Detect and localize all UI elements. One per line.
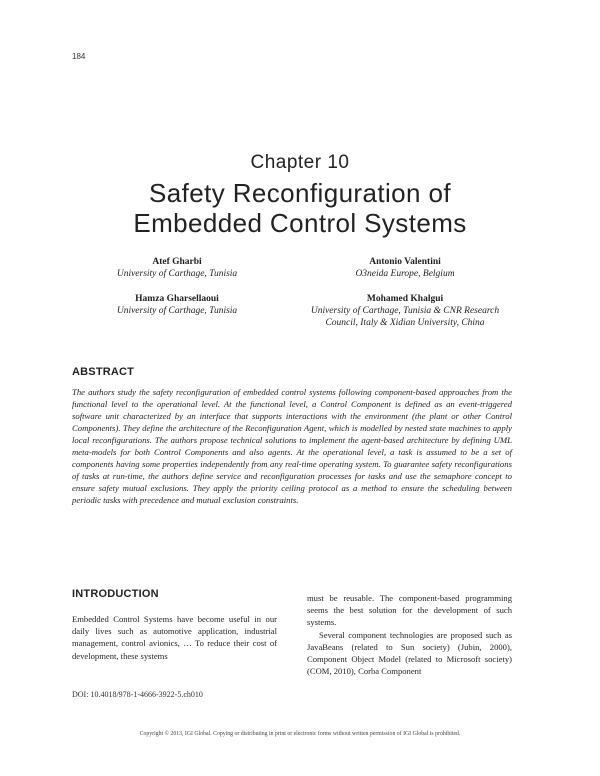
abstract-heading: ABSTRACT (72, 366, 135, 378)
body-column-left (72, 613, 277, 662)
author-block (72, 256, 282, 280)
body-paragraph: Embedded Control Systems have become useful in our daily lives such as automotive application, industrial management, control avionics, … To reduce their cost of development, these systems (72, 614, 277, 661)
introduction-heading: INTRODUCTION (72, 588, 159, 600)
author-block (300, 293, 510, 329)
body-paragraph: must be reusable. The component-based programming seems the best solution for the development of such systems. (307, 593, 512, 628)
author-name: Atef Gharbi (152, 257, 202, 267)
page-number: 184 (72, 52, 86, 61)
author-affiliation: O3neida Europe, Belgium (355, 269, 455, 279)
chapter-title (60, 178, 540, 238)
author-block (72, 293, 282, 317)
author-block (300, 256, 510, 280)
chapter-label: Chapter 10 (250, 152, 350, 173)
author-affiliation: University of Carthage, Tunisia & CNR Research Council, Italy & Xidian University, China (310, 306, 500, 328)
abstract-text: The authors study the safety reconfiguration of embedded control systems following component-based approaches from the functional level to the operational level. At the functional level, a Control Component is defined as an event-triggered software unit characterized by an interface that supports interactions with the environment (the plant or other Control Components). They define the architecture of the Reconfiguration Agent, which is modelled by nested state machines to apply local reconfigurations. The authors propose technical solutions to implement the agent-based architecture by defining UML meta-models for both Control Components and also agents. At the operational level, a task is assumed to be a set of components having some properties independently from any real-time operating system. To guarantee safety reconfigurations of tasks at run-time, the authors define service and reconfiguration processes for tasks and use the semaphore concept to ensure safety mutual exclusions. They apply the priority ceiling protocol as a method to ensure the scheduling between periodic tasks with precedence and mutual exclusion constraints. (72, 387, 512, 505)
doi-reference: DOI: 10.4018/978-1-4666-3922-5.ch010 (72, 690, 203, 699)
chapter-title-line-1: Safety Reconfiguration of (149, 178, 451, 208)
body-column-right (307, 592, 512, 677)
author-affiliation: University of Carthage, Tunisia (116, 306, 238, 316)
chapter-title-line-2: Embedded Control Systems (133, 208, 467, 238)
copyright-notice: Copyright © 2013, IGI Global. Copying or distributing in print or electronic forms without written permission of IGI Global is prohibited. (139, 731, 461, 737)
author-name: Mohamed Khalgui (366, 294, 444, 304)
author-affiliation: University of Carthage, Tunisia (116, 269, 238, 279)
body-paragraph: Several component technologies are proposed such as JavaBeans (related to Sun society) (Jubin, 2000), Component Object Model (related to Microsoft society) (COM, 2010), Corba Component (307, 629, 512, 677)
author-name: Hamza Gharsellaoui (135, 294, 219, 304)
author-name: Antonio Valentini (369, 257, 441, 267)
